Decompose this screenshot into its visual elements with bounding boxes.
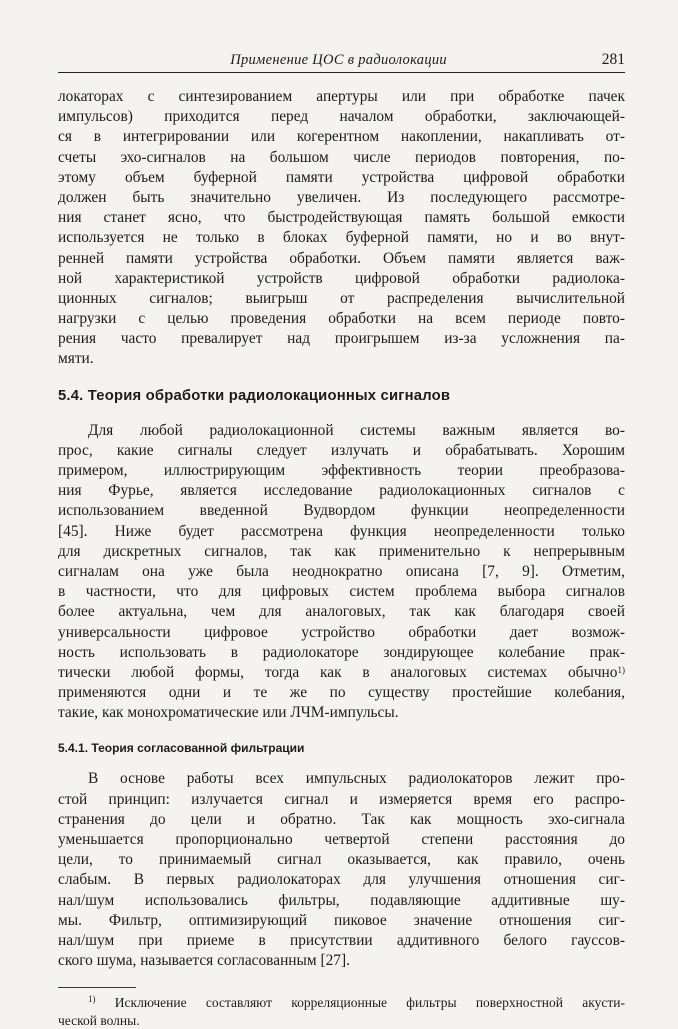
- text-line: В основе работы всех импульсных радиолокаторов лежит про-: [88, 770, 625, 788]
- text-line: мяти.: [58, 350, 94, 368]
- page-number: 281: [601, 51, 625, 68]
- text-line-with-footnote: [58, 663, 625, 683]
- paragraph-matched-filtering: [58, 769, 625, 971]
- text-line: более актуальна, чем для аналоговых, так как благодаря своей: [58, 603, 625, 621]
- text-line: нагрузки с целью проведения обработки на всем периоде повто-: [58, 310, 625, 328]
- text-line: ренней памяти устройства обработки. Объем памяти является важ-: [58, 249, 625, 267]
- text-line: этому объем буферной памяти устройства цифровой обработки: [58, 168, 625, 186]
- book-page: [58, 50, 625, 1029]
- text-line: уменьшается пропорционально четвертой степени расстояния до: [58, 831, 625, 848]
- text-line: ся в интегрировании или когерентном накоплении, накапливать от-: [58, 128, 625, 146]
- text-line: локаторах с синтезированием апертуры или при обработке пачек: [58, 88, 625, 105]
- text-line: нал/шум использовались фильтры, подавляющие аддитивные шу-: [58, 891, 625, 909]
- footnote-text: Исключение составляют корреляционные фильтры поверхностной акусти-: [114, 995, 625, 1011]
- paragraph-continuation: [58, 87, 625, 370]
- text-line: сигналам она уже была неоднократно описана [7, 9]. Отметим,: [58, 562, 625, 580]
- footnote-mark: 1): [88, 994, 96, 1005]
- footnote-reference: 1): [617, 664, 625, 675]
- footnote-divider: [58, 987, 136, 988]
- text-line: должен быть значительно увеличен. Из последующего рассмотре-: [58, 188, 625, 206]
- footnote-line: [58, 994, 625, 1012]
- text-line: счеты эхо-сигналов на большом числе периодов повторения, по-: [58, 148, 625, 166]
- subsection-heading: 5.4.1. Теория согласованной фильтрации: [58, 741, 305, 756]
- text-line: ния станет ясно, что быстродействующая память большой емкости: [58, 209, 625, 227]
- text-line: ского шума, называется согласованным [27].: [58, 952, 350, 970]
- text-line: для дискретных сигналов, так как применительно к непрерывным: [58, 542, 625, 560]
- text-line: использованием введенной Вудвордом функции неопределенности: [58, 502, 625, 520]
- text-line: нал/шум при приеме в присутствии аддитивного белого гауссов-: [58, 931, 625, 949]
- text-line: применяются одни и те же по существу простейшие колебания,: [58, 684, 625, 702]
- text-line: рения часто превалирует над проигрышем из-за усложнения па-: [58, 330, 625, 348]
- text-line: в частности, что для цифровых систем проблема выбора сигналов: [58, 583, 625, 601]
- footnote-line: ческой волны.: [58, 1012, 140, 1028]
- section-heading: 5.4. Теория обработки радиолокационных сигналов: [58, 387, 451, 404]
- text-line-content: тически любой формы, тогда как в аналоговых системах обычно: [58, 663, 618, 681]
- text-line: такие, как монохроматические или ЛЧМ-импульсы.: [58, 704, 399, 722]
- text-line: цели, то принимаемый сигнал оказывается, как правило, очень: [58, 851, 625, 869]
- text-line: ность использовать в радиолокаторе зондирующее колебание прак-: [58, 643, 625, 661]
- page-header: [58, 50, 625, 73]
- running-title: Применение ЦОС в радиолокации: [230, 52, 447, 68]
- text-line: используется не только в блоках буферной памяти, но и во внут-: [58, 229, 625, 247]
- text-line: импульсов) приходится перед началом обработки, заключающей-: [58, 108, 625, 126]
- text-line: ния Фурье, является исследование радиолокационных сигналов с: [58, 482, 625, 500]
- text-line: странения до цели и обратно. Так как мощность эхо-сигнала: [58, 810, 625, 828]
- text-line: прос, какие сигналы следует излучать и обрабатывать. Хорошим: [58, 441, 625, 459]
- text-line: примером, иллюстрирующим эффективность теории преобразова-: [58, 462, 625, 479]
- text-line: Для любой радиолокационной системы важным является во-: [88, 421, 625, 439]
- text-line: [45]. Ниже будет рассмотрена функция неопределенности только: [58, 522, 625, 540]
- text-line: стой принцип: излучается сигнал и измеряется время его распро-: [58, 790, 625, 808]
- text-line: мы. Фильтр, оптимизирующий пиковое значение отношения сиг-: [58, 911, 625, 929]
- paragraph-signal-theory: [58, 421, 625, 724]
- text-line: слабым. В первых радиолокаторах для улучшения отношения сиг-: [58, 871, 625, 889]
- text-line: ной характеристикой устройств цифровой обработки радиолока-: [58, 269, 625, 287]
- text-line: универсальности цифровое устройство обработки дает возмож-: [58, 623, 625, 641]
- text-line: ционных сигналов; выигрыш от распределения вычислительной: [58, 289, 625, 307]
